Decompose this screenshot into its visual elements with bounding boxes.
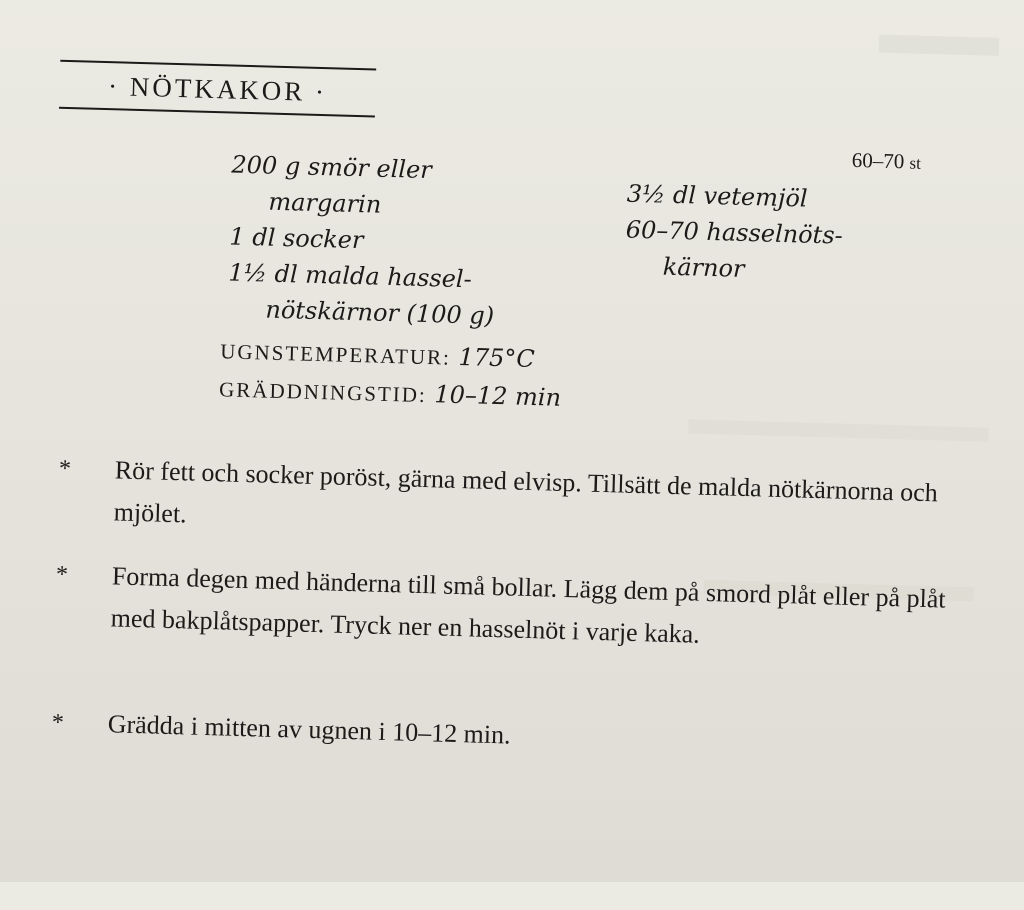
instruction-step xyxy=(51,702,952,750)
baking-time xyxy=(219,374,562,412)
bullet-asterisk-icon: * xyxy=(51,709,65,737)
ingredients-right xyxy=(624,176,844,290)
ingredient-line: kärnor xyxy=(662,252,745,283)
recipe-yield xyxy=(852,148,922,175)
bullet-asterisk-icon: * xyxy=(58,455,72,483)
bleed-through-decoration xyxy=(688,419,988,441)
oven-temperature-value: 175°C xyxy=(458,342,536,374)
yield-amount: 60–70 xyxy=(851,147,905,174)
instruction-step xyxy=(55,554,957,649)
ingredient-line: nötskärnor (100 g) xyxy=(265,295,495,330)
instruction-step xyxy=(58,448,960,529)
ingredient-line: 60–70 hasselnöts- xyxy=(625,215,844,250)
bullet-asterisk-icon: * xyxy=(55,561,69,589)
ingredient-line: margarin xyxy=(268,187,382,219)
baking-time-value: 10–12 min xyxy=(434,380,562,412)
ingredient-line: 3½ dl vetemjöl xyxy=(626,179,808,213)
instruction-text: Grädda i mitten av ugnen i 10–12 min. xyxy=(107,709,512,750)
yield-unit: st xyxy=(909,153,922,173)
ingredient-line: 1 dl socker xyxy=(229,222,364,255)
recipe-title: · NÖTKAKOR · xyxy=(107,71,328,108)
baking-time-label: GRÄDDNINGSTID: xyxy=(218,377,428,408)
oven-temperature xyxy=(220,336,535,373)
instruction-text: Forma degen med händerna till små bollar. Lägg dem på smord plåt eller på plåt med bakplåtspapper. Tryck ner en hasselnöt i varje kaka. xyxy=(110,561,946,649)
bleed-through-decoration xyxy=(879,35,999,56)
ingredient-line: 1½ dl malda hassel- xyxy=(228,258,473,294)
oven-temperature-label: UGNSTEMPERATUR: xyxy=(219,339,452,370)
recipe-title-block xyxy=(59,60,376,118)
instruction-text: Rör fett och socker poröst, gärna med elvisp. Tillsätt de malda nötkärnorna och mjölet. xyxy=(113,455,939,529)
ingredients-left xyxy=(227,147,499,334)
ingredient-line: 200 g smör eller xyxy=(231,150,433,185)
